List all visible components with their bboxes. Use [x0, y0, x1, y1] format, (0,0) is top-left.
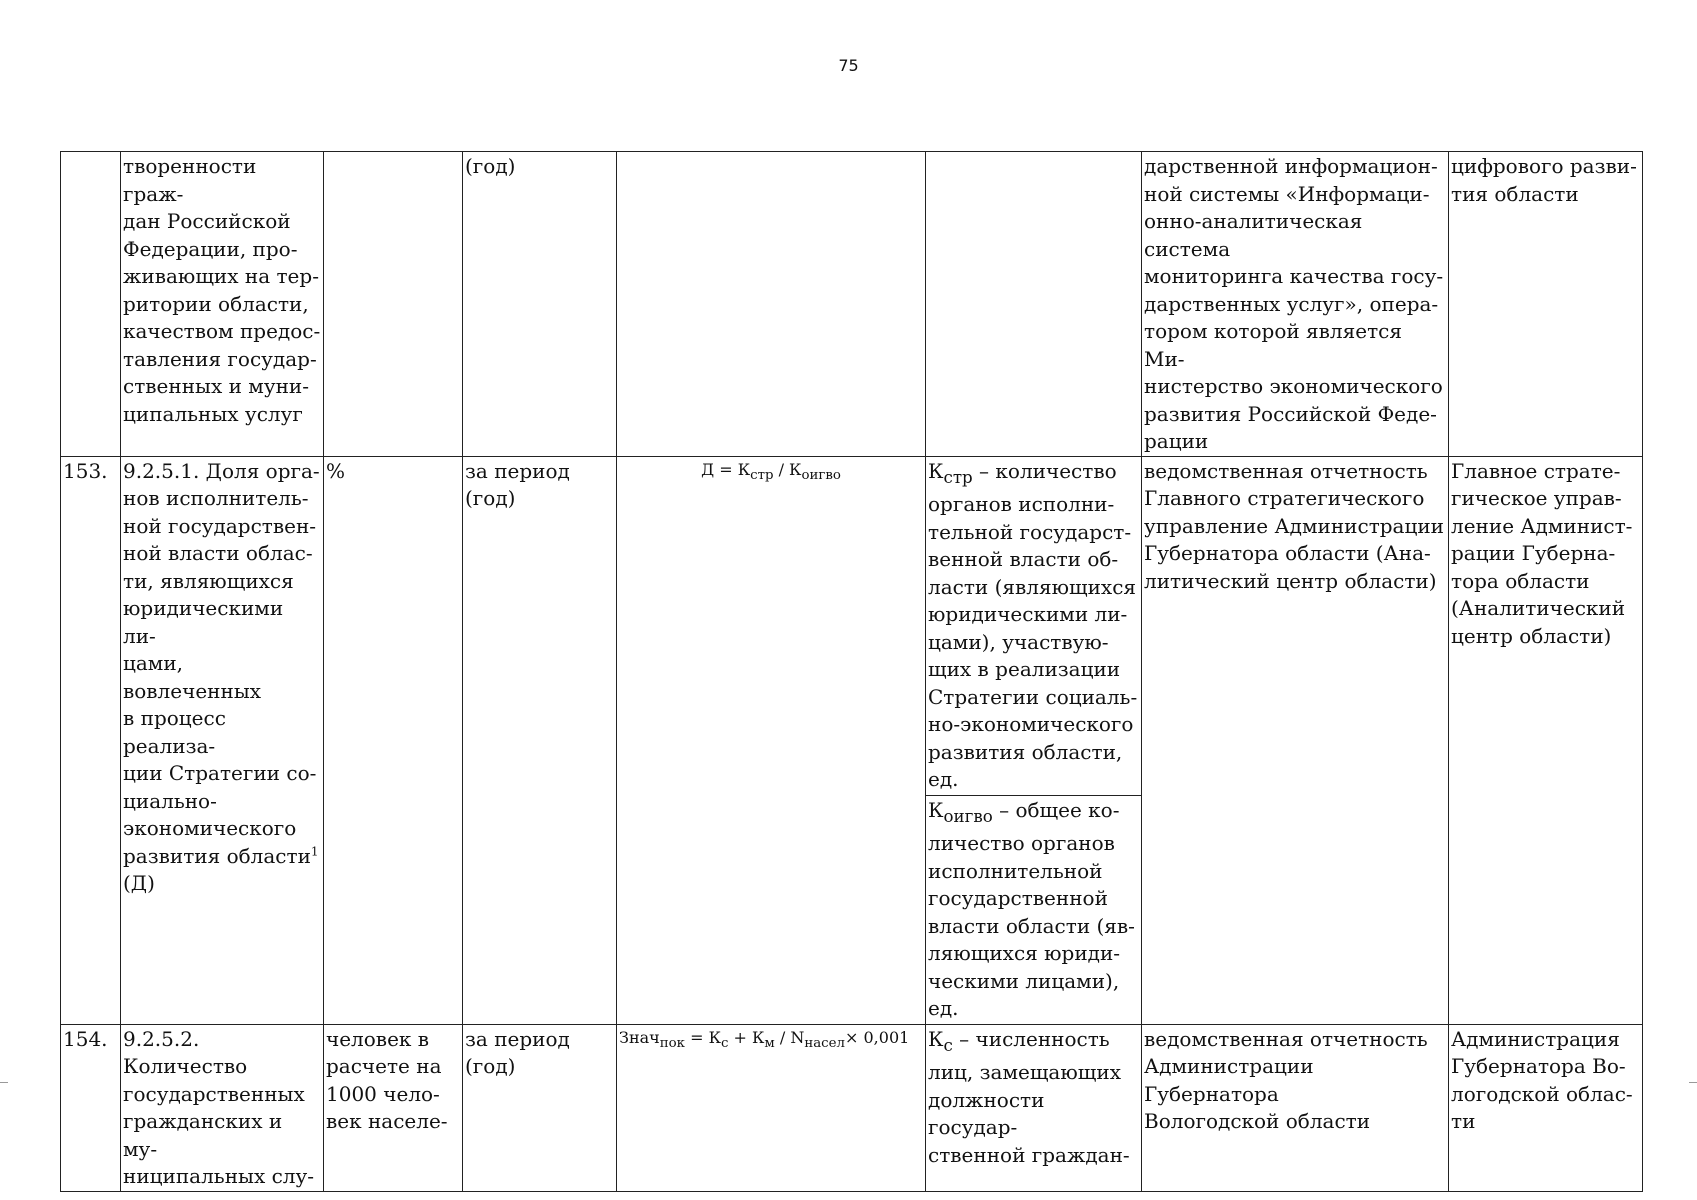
cell-variable-1: [926, 1024, 1142, 1191]
page-number: 75: [838, 56, 859, 75]
var-sub: оигво: [943, 806, 993, 826]
formula-part: + К: [728, 1027, 765, 1047]
formula-sub: м: [764, 1035, 775, 1051]
var-text: – общее ко- личество органов исполнительной государственной власти области (яв- ляющихся юриди- ческими лицами), ед.: [928, 797, 1135, 1020]
var-sub: с: [943, 1035, 953, 1055]
formula-sub: оигво: [801, 467, 841, 483]
var-symbol: К: [928, 1026, 944, 1051]
formula-part: Знач: [619, 1027, 660, 1047]
scan-mark-right: [1689, 1082, 1697, 1083]
formula-part: = К: [685, 1027, 721, 1047]
formula-main: Д = К: [701, 459, 751, 479]
scan-mark-left: [0, 1082, 8, 1083]
cell-formula: [617, 456, 926, 1024]
formula-part: × 0,001: [845, 1027, 910, 1047]
cell-variables: [926, 152, 1142, 457]
indicators-table: [60, 151, 1643, 1192]
cell-number: 153.: [61, 456, 121, 1024]
formula-sub: стр: [750, 467, 774, 483]
cell-responsible: цифрового разви- тия области: [1449, 152, 1643, 457]
footnote-mark: 1: [310, 843, 319, 858]
var-symbol: К: [928, 458, 944, 483]
cell-period: (год): [463, 152, 617, 457]
var-symbol: К: [928, 797, 944, 822]
cell-formula: [617, 1024, 926, 1191]
table-row-153: [61, 456, 1643, 795]
cell-unit: человек в расчете на 1000 чело- век населе-: [324, 1024, 463, 1191]
cell-source: ведомственная отчетность Администрации Губернатора Вологодской области: [1142, 1024, 1449, 1191]
table-row-154: [61, 1024, 1643, 1191]
cell-number: 154.: [61, 1024, 121, 1191]
table-row-continued: [61, 152, 1643, 457]
cell-source: ведомственная отчетность Главного стратегического управление Администрации Губернатора области (Ана- литический центр области): [1142, 456, 1449, 1024]
cell-responsible: Администрация Губернатора Во- логодской облас- ти: [1449, 1024, 1643, 1191]
cell-variable-2: [926, 795, 1142, 1024]
var-sub: стр: [943, 467, 973, 487]
cell-variable-1: [926, 456, 1142, 795]
formula-sub: пок: [659, 1035, 685, 1051]
var-text: – количество органов исполни- тельной государст- венной власти об- ласти (являющихся юридическими ли- цами), участвую- щих в реализации Стратегии социаль- но-экономического развития области, ед.: [928, 458, 1138, 791]
cell-number: [61, 152, 121, 457]
indicator-text: 9.2.5.1. Доля орга- нов исполнитель- ной государствен- ной власти облас- ти, являющихся юридическими ли- цами, вовлеченных в процесс реализа- ции Стратегии со- циально- экономического развития области: [123, 458, 320, 868]
var-text: – численность лиц, замещающих должности государ- ственной граждан-: [928, 1026, 1130, 1167]
cell-period: за период (год): [463, 456, 617, 1024]
cell-indicator: творенности граж- дан Российской Федерации, про- живающих на тер- ритории области, качеством предос- тавления государ- ственных и муни- ципальных услуг: [121, 152, 324, 457]
formula-sub: насел: [804, 1035, 845, 1051]
cell-responsible: Главное страте- гическое управ- ление Админист- рации Губерна- тора области (Аналитический центр области): [1449, 456, 1643, 1024]
formula-sub: с: [720, 1035, 729, 1051]
cell-source: дарственной информацион- ной системы «Информаци- онно-аналитическая система мониторинга качества госу- дарственных услуг», опера- тором которой является Ми- нистерство экономического развития Российской Феде- рации: [1142, 152, 1449, 457]
indicator-symbol: (Д): [123, 871, 155, 895]
cell-unit: [324, 152, 463, 457]
formula-part: / N: [774, 1027, 805, 1047]
cell-unit: %: [324, 456, 463, 1024]
cell-period: за период (год): [463, 1024, 617, 1191]
cell-indicator: 9.2.5.2. Количество государственных гражданских и му- ниципальных слу-: [121, 1024, 324, 1191]
cell-indicator: [121, 456, 324, 1024]
cell-formula: [617, 152, 926, 457]
formula-div: / К: [773, 459, 802, 479]
